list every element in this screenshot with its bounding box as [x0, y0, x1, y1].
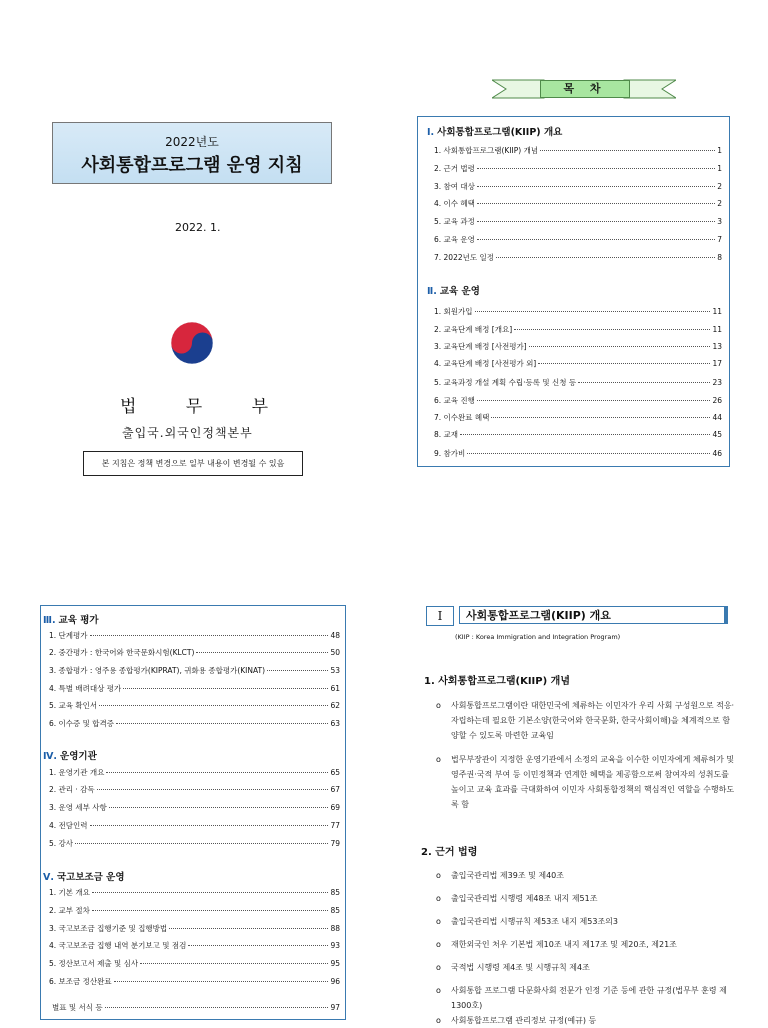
- bullet-text: 국적법 시행령 제4조 및 시행규칙 제4조: [451, 963, 590, 972]
- toc-entry: [49, 958, 340, 970]
- toc-entry: [49, 820, 340, 832]
- toc-leader-dots: [540, 150, 715, 151]
- toc-leader-dots: [114, 981, 329, 982]
- toc-entry-title: 5. 교육과정 개설 계획 수립·등록 및 신청 등: [434, 378, 577, 387]
- toc-entry-title: 9. 참가비: [434, 449, 466, 458]
- toc-entry-page: 23: [712, 378, 722, 387]
- toc-entry-title: 2. 교부 절차: [49, 906, 90, 915]
- toc-entry: [49, 940, 340, 952]
- toc-entry: [434, 234, 722, 246]
- toc-entry-page: 69: [330, 803, 340, 812]
- toc-entry-page: 13: [712, 342, 722, 351]
- ministry-char: 무: [185, 397, 203, 417]
- toc-entry-page: 3: [717, 217, 722, 226]
- toc-leader-dots: [140, 963, 328, 964]
- toc-entry-page: 97: [330, 1003, 340, 1012]
- toc-appendix-entry: [52, 1002, 340, 1014]
- toc-section-heading: [43, 748, 97, 762]
- toc-section-title: 운영기관: [60, 751, 97, 762]
- taegeuk-emblem-icon: [168, 319, 216, 367]
- toc-leader-dots: [123, 688, 328, 689]
- toc-entry-page: 96: [330, 977, 340, 986]
- bullet-marker-icon: o: [436, 871, 441, 880]
- toc-entry-title: 7. 이수완료 혜택: [434, 413, 490, 422]
- toc-entry: [434, 395, 722, 407]
- toc-leader-dots: [267, 670, 328, 671]
- toc-entry-title: 4. 특별 배려대상 평가: [49, 684, 122, 693]
- bullet-marker-icon: o: [436, 1016, 441, 1025]
- bureau-name: 출입국.외국인정책본부: [122, 426, 253, 440]
- toc-entry: [49, 784, 340, 796]
- toc-entry-page: 1: [717, 146, 722, 155]
- toc-entry-page: 2: [717, 199, 722, 208]
- toc-entry-page: 85: [330, 906, 340, 915]
- bullet-item: [436, 1013, 736, 1028]
- cover-title-box: [52, 122, 332, 184]
- toc-entry-title: 2. 근거 법령: [434, 164, 475, 173]
- toc-entry-page: 85: [330, 888, 340, 897]
- toc-leader-dots: [99, 705, 328, 706]
- toc-leader-dots: [92, 910, 329, 911]
- toc-entry: [434, 216, 722, 228]
- bullet-marker-icon: o: [436, 917, 441, 926]
- bullet-marker-icon: o: [436, 894, 441, 903]
- toc-section-title: 국고보조금 운영: [56, 872, 125, 883]
- toc-entry: [434, 358, 722, 370]
- bullet-marker-icon: o: [436, 701, 441, 710]
- bullet-marker-icon: o: [436, 755, 441, 764]
- toc-leader-dots: [496, 257, 715, 258]
- toc-entry: [434, 377, 722, 389]
- bullet-text: 사회통합프로그램 관리정보 규정(예규) 등: [451, 1016, 597, 1025]
- toc-leader-dots: [477, 239, 715, 240]
- toc-entry-page: 46: [712, 449, 722, 458]
- toc-entry: [434, 341, 722, 353]
- toc-leader-dots: [477, 221, 715, 222]
- toc-section-title: 교육 운영: [439, 286, 480, 297]
- toc-entry-page: 95: [330, 959, 340, 968]
- toc-entry-page: 65: [330, 768, 340, 777]
- toc-entry-title: 2. 관리 · 감독: [49, 785, 95, 794]
- toc-entry: [49, 887, 340, 899]
- toc-entry-page: 48: [330, 631, 340, 640]
- toc-section-heading: [43, 612, 99, 626]
- toc-leader-dots: [514, 329, 710, 330]
- toc-leader-dots: [467, 453, 710, 454]
- ministry-name: [120, 392, 268, 417]
- toc-entry-title: 1. 단계평가: [49, 631, 88, 640]
- toc-entry-page: 67: [330, 785, 340, 794]
- toc-leader-dots: [460, 434, 710, 435]
- toc-entry-title: 7. 2022년도 일정: [434, 253, 494, 262]
- toc-entry-page: 79: [330, 839, 340, 848]
- toc-entry: [49, 838, 340, 850]
- toc-entry: [49, 767, 340, 779]
- toc-entry-page: 26: [712, 396, 722, 405]
- ministry-char: 부: [251, 397, 268, 417]
- toc-entry-title: 4. 전담인력: [49, 821, 88, 830]
- cover-year: 2022년도: [165, 135, 219, 149]
- toc-entry-page: 1: [717, 164, 722, 173]
- toc-entry: [49, 647, 340, 659]
- toc-entry-page: 11: [712, 325, 722, 334]
- toc-entry-title: 3. 운영 세부 사항: [49, 803, 107, 812]
- toc-section-number: Ⅲ.: [43, 615, 56, 626]
- toc-entry: [434, 181, 722, 193]
- toc-entry: [49, 905, 340, 917]
- bullet-marker-icon: o: [436, 986, 441, 995]
- toc-leader-dots: [105, 1007, 329, 1008]
- toc-section-title: 교육 평가: [58, 615, 99, 626]
- toc-section-number: Ⅴ.: [43, 872, 54, 883]
- bullet-text: 출입국관리법 시행규칙 제53조 내지 제53조의3: [451, 917, 618, 926]
- bullet-marker-icon: o: [436, 940, 441, 949]
- toc-entry-page: 17: [712, 359, 722, 368]
- toc-entry: [49, 700, 340, 712]
- toc-entry-title: 2. 중간평가 : 한국어와 한국문화시험(KLCT): [49, 648, 195, 657]
- toc-entry: [49, 683, 340, 695]
- toc-entry-title: 4. 국고보조금 집행 내역 분기보고 및 점검: [49, 941, 187, 950]
- bullet-item: [436, 698, 736, 743]
- toc-leader-dots: [477, 186, 715, 187]
- toc-entry: [434, 448, 722, 460]
- toc-leader-dots: [116, 723, 328, 724]
- toc-leader-dots: [578, 382, 710, 383]
- toc-section-title: 사회통합프로그램(KIIP) 개요: [437, 127, 563, 138]
- bullet-text: 출입국관리법 시행령 제48조 내지 제51조: [451, 894, 598, 903]
- chapter-title: 사회통합프로그램(KIIP) 개요: [459, 606, 728, 624]
- bullet-item: [436, 868, 736, 883]
- toc-section-heading: [427, 283, 480, 297]
- toc-entry-title: 5. 정산보고서 제출 및 심사: [49, 959, 139, 968]
- toc-section-number: Ⅳ.: [43, 751, 58, 762]
- bullet-marker-icon: o: [436, 963, 441, 972]
- toc-entry-page: 8: [717, 253, 722, 262]
- toc-entry-page: 2: [717, 182, 722, 191]
- toc-entry: [434, 252, 722, 264]
- toc-entry-page: 63: [330, 719, 340, 728]
- bullet-item: [436, 960, 736, 975]
- cover-date: 2022. 1.: [175, 221, 221, 234]
- toc-leader-dots: [475, 311, 711, 312]
- toc-leader-dots: [92, 892, 329, 893]
- bullet-item: [436, 752, 736, 812]
- toc-entry-title: 5. 강사: [49, 839, 74, 848]
- toc-leader-dots: [97, 789, 329, 790]
- bullet-item: [436, 983, 736, 1013]
- bullet-text: 사회통합프로그램이란 대한민국에 체류하는 이민자가 우리 사회 구성원으로 적응·자립하는데 필요한 기본소양(한국어와 한국문화, 한국사회이해)을 체계적으로 함양할 수 있도록 마련한 교육임: [451, 701, 735, 740]
- toc-leader-dots: [477, 203, 715, 204]
- toc-leader-dots: [538, 363, 710, 364]
- toc-entry: [434, 324, 722, 336]
- bullet-item: [436, 914, 736, 929]
- toc-title: 목 차: [540, 80, 630, 98]
- toc-section-number: Ⅰ.: [427, 127, 435, 138]
- toc-entry-title: 3. 국고보조금 집행기준 및 집행방법: [49, 924, 168, 933]
- bullet-item: [436, 891, 736, 906]
- toc-section-heading: [427, 124, 562, 138]
- toc-entry: [49, 665, 340, 677]
- toc-entry-title: 4. 교육단계 배정 [사전평가 외]: [434, 359, 537, 368]
- toc-leader-dots: [169, 928, 328, 929]
- toc-entry: [434, 306, 722, 318]
- toc-section-heading: [43, 869, 125, 883]
- toc-entry: [49, 718, 340, 730]
- toc-entry-page: 53: [330, 666, 340, 675]
- section-heading: 1. 사회통합프로그램(KIIP) 개념: [424, 676, 570, 687]
- toc-leader-dots: [188, 945, 328, 946]
- bullet-item: [436, 937, 736, 952]
- toc-leader-dots: [477, 168, 715, 169]
- toc-leader-dots: [529, 346, 711, 347]
- toc-entry-page: 88: [330, 924, 340, 933]
- toc-entry: [434, 412, 722, 424]
- toc-entry-title: 4. 이수 혜택: [434, 199, 475, 208]
- toc-leader-dots: [106, 772, 328, 773]
- toc-leader-dots: [109, 807, 329, 808]
- toc-leader-dots: [90, 825, 329, 826]
- bullet-text: 재한외국인 처우 기본법 제10조 내지 제17조 및 제20조, 제21조: [451, 940, 677, 949]
- toc-entry-title: 1. 회원가입: [434, 307, 473, 316]
- toc-entry: [434, 198, 722, 210]
- toc-entry-page: 61: [330, 684, 340, 693]
- toc-entry-page: 7: [717, 235, 722, 244]
- toc-entry-title: 3. 교육단계 배정 [사전평가]: [434, 342, 527, 351]
- toc-entry-page: 11: [712, 307, 722, 316]
- chapter-number: I: [426, 606, 454, 626]
- cover-title: 사회통합프로그램 운영 지침: [81, 155, 303, 176]
- toc-entry-title: 5. 교육 과정: [434, 217, 475, 226]
- toc-entry-page: 45: [712, 430, 722, 439]
- section-heading: 2. 근거 법령: [421, 847, 478, 858]
- policy-notice: 본 지침은 정책 변경으로 일부 내용이 변경될 수 있음: [83, 451, 303, 476]
- toc-entry-page: 62: [330, 701, 340, 710]
- toc-entry: [49, 923, 340, 935]
- toc-entry: [49, 976, 340, 988]
- ministry-char: 법: [120, 397, 137, 417]
- toc-leader-dots: [491, 417, 710, 418]
- toc-entry-title: 6. 이수증 및 합격증: [49, 719, 115, 728]
- toc-leader-dots: [90, 635, 329, 636]
- chapter-subtitle: (KIIP : Korea Immigration and Integration Program): [455, 633, 621, 641]
- toc-entry: [434, 145, 722, 157]
- toc-entry-title: 6. 교육 운영: [434, 235, 475, 244]
- toc-entry-page: 44: [712, 413, 722, 422]
- bullet-text: 사회통합 프로그램 다문화사회 전문가 인정 기준 등에 관한 규정(법무부 훈령 제1300호): [451, 986, 727, 1010]
- toc-entry-title: 3. 참여 대상: [434, 182, 475, 191]
- bullet-text: 출입국관리법 제39조 및 제40조: [451, 871, 564, 880]
- toc-leader-dots: [75, 843, 328, 844]
- toc-leader-dots: [196, 652, 328, 653]
- toc-entry-page: 93: [330, 941, 340, 950]
- toc-section-number: Ⅱ.: [427, 286, 437, 297]
- toc-entry-title: 3. 종합평가 : 영주용 종합평가(KIPRAT), 귀화용 종합평가(KINAT): [49, 666, 266, 675]
- toc-leader-dots: [477, 400, 711, 401]
- toc-entry-title: 8. 교재: [434, 430, 459, 439]
- bullet-text: 법무부장관이 지정한 운영기관에서 소정의 교육을 이수한 이민자에게 체류허가 및 영주권·국적 부여 등 이민정책과 연계한 혜택을 제공함으로써 참여자의 성취도를 높이고 교육 효과를 극대화하여 이민자 사회통합정책의 핵심적인 역할을 수행하도록 함: [451, 755, 735, 809]
- toc-entry-title: 별표 및 서식 등: [52, 1003, 103, 1012]
- toc-entry: [434, 429, 722, 441]
- toc-entry-title: 1. 사회통합프로그램(KIIP) 개념: [434, 146, 539, 155]
- toc-entry: [49, 802, 340, 814]
- toc-entry-title: 6. 보조금 정산완료: [49, 977, 112, 986]
- toc-entry-title: 6. 교육 진행: [434, 396, 475, 405]
- chapter-heading: [426, 606, 728, 626]
- toc-entry-title: 5. 교육 확인서: [49, 701, 98, 710]
- toc-entry-title: 1. 운영기관 개요: [49, 768, 105, 777]
- toc-entry-title: 1. 기본 개요: [49, 888, 90, 897]
- toc-entry-title: 2. 교육단계 배정 [개요]: [434, 325, 513, 334]
- toc-entry-page: 50: [330, 648, 340, 657]
- toc-entry-page: 77: [330, 821, 340, 830]
- toc-entry: [434, 163, 722, 175]
- toc-entry: [49, 630, 340, 642]
